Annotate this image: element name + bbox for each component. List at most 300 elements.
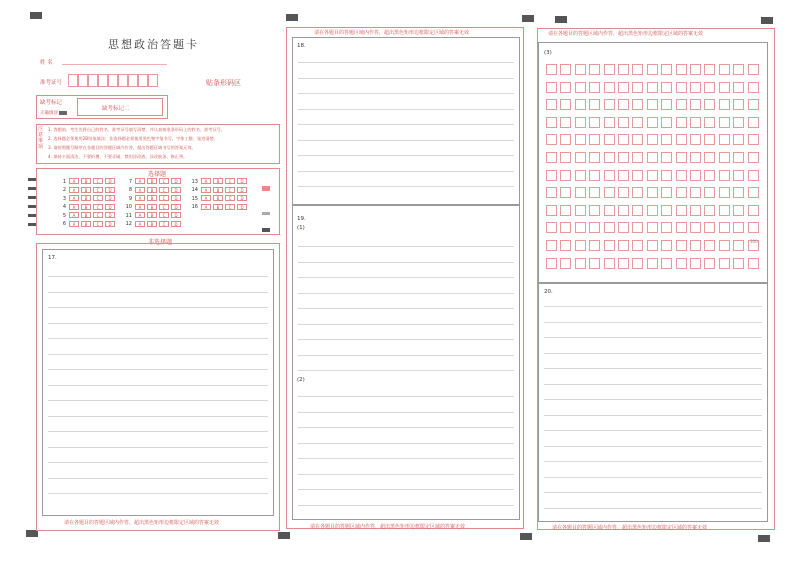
grid-cell[interactable] xyxy=(661,152,672,163)
mc-option-bubble[interactable]: B xyxy=(147,195,157,201)
grid-cell[interactable] xyxy=(733,99,744,110)
exam-no-cell[interactable] xyxy=(78,74,88,87)
mc-row xyxy=(56,221,117,228)
grid-cell[interactable] xyxy=(661,117,672,128)
mc-option-bubble[interactable]: B xyxy=(81,195,91,201)
grid-cell[interactable] xyxy=(676,64,687,75)
grid-cell[interactable] xyxy=(647,117,658,128)
grid-cell[interactable] xyxy=(690,64,701,75)
mc-question-number: 9 xyxy=(128,195,132,202)
grid-cell[interactable] xyxy=(690,134,701,145)
grid-cell[interactable] xyxy=(719,170,730,181)
grid-cell[interactable] xyxy=(704,187,715,198)
answer-line xyxy=(298,324,514,325)
grid-cell[interactable] xyxy=(661,170,672,181)
grid-cell[interactable] xyxy=(632,134,643,145)
mc-option-bubble[interactable]: B xyxy=(147,221,157,227)
grid-cell[interactable] xyxy=(704,134,715,145)
grid-cell[interactable] xyxy=(719,99,730,110)
grid-cell[interactable] xyxy=(618,240,629,251)
grid-cell[interactable] xyxy=(661,82,672,93)
grid-cell[interactable] xyxy=(632,64,643,75)
grid-cell[interactable] xyxy=(632,222,643,233)
grid-cell[interactable] xyxy=(604,187,615,198)
grid-cell[interactable] xyxy=(676,240,687,251)
mc-option-bubble[interactable]: C xyxy=(225,178,235,184)
mc-side-mark xyxy=(262,186,270,191)
mc-option-bubble[interactable]: C xyxy=(93,212,103,218)
mc-option-bubble[interactable]: D xyxy=(105,221,115,227)
grid-cell[interactable] xyxy=(604,64,615,75)
grid-cell[interactable] xyxy=(589,117,600,128)
grid-cell[interactable] xyxy=(733,205,744,216)
grid-cell[interactable] xyxy=(647,222,658,233)
grid-cell[interactable] xyxy=(676,222,687,233)
grid-cell[interactable] xyxy=(690,222,701,233)
nonmc-title: 非选择题 xyxy=(148,239,173,246)
grid-cell[interactable] xyxy=(575,99,586,110)
grid-cell[interactable] xyxy=(719,134,730,145)
grid-cell[interactable] xyxy=(618,258,629,269)
grid-cell[interactable] xyxy=(546,64,557,75)
grid-cell[interactable] xyxy=(589,152,600,163)
grid-cell[interactable] xyxy=(676,205,687,216)
grid-cell[interactable] xyxy=(690,258,701,269)
mc-option-bubble[interactable]: A xyxy=(201,195,211,201)
mc-option-bubble[interactable]: C xyxy=(159,195,169,201)
exam-no-cell[interactable] xyxy=(68,74,78,87)
grid-cell[interactable] xyxy=(632,205,643,216)
mc-option-bubble[interactable]: B xyxy=(81,187,91,193)
grid-cell[interactable] xyxy=(719,117,730,128)
grid-cell[interactable] xyxy=(676,134,687,145)
mc-option-bubble[interactable]: D xyxy=(237,195,247,201)
mc-option-bubble[interactable]: B xyxy=(81,212,91,218)
grid-cell[interactable] xyxy=(733,134,744,145)
grid-cell[interactable] xyxy=(661,99,672,110)
grid-cell[interactable] xyxy=(704,82,715,93)
answer-line xyxy=(544,477,762,478)
registration-mark xyxy=(30,12,42,19)
grid-cell[interactable] xyxy=(575,258,586,269)
grid-cell[interactable] xyxy=(647,152,658,163)
grid-cell[interactable] xyxy=(690,240,701,251)
mc-option-bubble[interactable]: A xyxy=(69,187,79,193)
mc-option-bubble[interactable]: A xyxy=(69,178,79,184)
grid-cell[interactable] xyxy=(604,82,615,93)
mc-option-bubble[interactable]: C xyxy=(159,221,169,227)
mc-option-bubble[interactable]: B xyxy=(147,212,157,218)
grid-cell[interactable] xyxy=(560,117,571,128)
answer-line xyxy=(544,368,762,369)
grid-cell[interactable] xyxy=(589,64,600,75)
grid-cell[interactable] xyxy=(560,222,571,233)
grid-cell[interactable] xyxy=(704,222,715,233)
answer-line xyxy=(544,353,762,354)
mc-option-bubble[interactable]: A xyxy=(69,221,79,227)
grid-cell[interactable] xyxy=(632,187,643,198)
grid-cell[interactable] xyxy=(748,134,759,145)
mc-option-bubble[interactable]: C xyxy=(225,204,235,210)
grid-cell[interactable] xyxy=(748,117,759,128)
grid-cell[interactable] xyxy=(647,134,658,145)
note-item: 1. 答题前，考生先将自己的姓名、准考证号填写清楚，并认真核准条形码上的姓名、准考证号。 xyxy=(48,127,226,132)
mc-option-bubble[interactable]: C xyxy=(93,187,103,193)
exam-no-cell[interactable] xyxy=(108,74,118,87)
grid-cell[interactable] xyxy=(704,99,715,110)
grid-cell[interactable] xyxy=(690,99,701,110)
mc-question-number: 1 xyxy=(62,178,66,185)
grid-cell[interactable] xyxy=(632,117,643,128)
grid-cell[interactable] xyxy=(575,240,586,251)
grid-cell[interactable] xyxy=(560,187,571,198)
grid-cell[interactable] xyxy=(632,99,643,110)
grid-cell[interactable] xyxy=(575,170,586,181)
grid-cell[interactable] xyxy=(632,258,643,269)
registration-mark xyxy=(555,16,567,23)
exam-no-cell[interactable] xyxy=(138,74,148,87)
grid-cell[interactable] xyxy=(733,222,744,233)
mc-option-bubble[interactable]: A xyxy=(201,204,211,210)
q19-part1: (1) xyxy=(297,225,305,231)
answer-line xyxy=(544,337,762,338)
grid-cell[interactable] xyxy=(546,258,557,269)
grid-cell[interactable] xyxy=(733,170,744,181)
mc-option-bubble[interactable]: D xyxy=(105,195,115,201)
grid-cell[interactable] xyxy=(589,187,600,198)
grid-cell[interactable] xyxy=(618,170,629,181)
grid-cell[interactable] xyxy=(719,240,730,251)
grid-cell[interactable] xyxy=(618,82,629,93)
registration-mark xyxy=(522,15,534,22)
mc-option-bubble[interactable]: C xyxy=(93,195,103,201)
grid-cell[interactable] xyxy=(589,82,600,93)
mc-option-bubble[interactable]: B xyxy=(213,195,223,201)
grid-cell[interactable] xyxy=(647,170,658,181)
mc-option-bubble[interactable]: B xyxy=(213,178,223,184)
answer-line xyxy=(48,338,268,339)
grid-cell[interactable] xyxy=(546,82,557,93)
grid-cell[interactable] xyxy=(575,205,586,216)
grid-cell[interactable] xyxy=(589,222,600,233)
grid-cell[interactable] xyxy=(690,117,701,128)
grid-cell[interactable] xyxy=(647,258,658,269)
grid-cell[interactable] xyxy=(618,187,629,198)
grid-cell[interactable] xyxy=(704,64,715,75)
mc-row xyxy=(188,204,249,211)
grid-cell[interactable] xyxy=(604,240,615,251)
grid-cell[interactable] xyxy=(618,134,629,145)
mc-option-bubble[interactable]: D xyxy=(105,187,115,193)
mc-option-bubble[interactable]: C xyxy=(225,195,235,201)
exam-no-cell[interactable] xyxy=(128,74,138,87)
answer-line xyxy=(298,124,514,125)
grid-cell[interactable] xyxy=(560,134,571,145)
mc-option-bubble[interactable]: A xyxy=(135,187,145,193)
grid-cell[interactable] xyxy=(546,240,557,251)
mc-option-bubble[interactable]: D xyxy=(171,204,181,210)
grid-cell[interactable] xyxy=(704,170,715,181)
mc-option-bubble[interactable]: C xyxy=(159,204,169,210)
answer-line xyxy=(298,355,514,356)
answer-line xyxy=(298,489,514,490)
mc-option-bubble[interactable]: D xyxy=(105,204,115,210)
grid-cell[interactable] xyxy=(647,99,658,110)
grid-cell[interactable] xyxy=(748,258,759,269)
grid-cell[interactable] xyxy=(647,82,658,93)
grid-cell[interactable] xyxy=(618,152,629,163)
mc-option-bubble[interactable]: C xyxy=(159,212,169,218)
mc-option-bubble[interactable]: B xyxy=(213,187,223,193)
grid-cell[interactable] xyxy=(690,170,701,181)
grid-cell[interactable] xyxy=(546,134,557,145)
grid-cell[interactable] xyxy=(647,187,658,198)
mc-row xyxy=(56,195,117,202)
grid-cell[interactable] xyxy=(618,99,629,110)
grid-cell[interactable] xyxy=(575,187,586,198)
grid-cell[interactable] xyxy=(632,152,643,163)
grid-cell[interactable] xyxy=(748,222,759,233)
grid-cell[interactable] xyxy=(575,222,586,233)
grid-cell[interactable] xyxy=(575,117,586,128)
name-label: 姓 名 xyxy=(40,60,53,66)
mc-option-bubble[interactable]: D xyxy=(171,195,181,201)
mc-option-bubble[interactable]: D xyxy=(171,221,181,227)
grid-cell[interactable] xyxy=(604,134,615,145)
mc-option-bubble[interactable]: B xyxy=(81,204,91,210)
grid-cell[interactable] xyxy=(719,205,730,216)
mc-option-bubble[interactable]: D xyxy=(105,178,115,184)
grid-cell[interactable] xyxy=(647,64,658,75)
grid-cell[interactable] xyxy=(733,258,744,269)
answer-line xyxy=(298,412,514,413)
grid-cell[interactable] xyxy=(719,64,730,75)
answer-line xyxy=(544,415,762,416)
grid-cell[interactable] xyxy=(704,240,715,251)
grid-cell[interactable] xyxy=(661,205,672,216)
mc-option-bubble[interactable]: D xyxy=(237,178,247,184)
q20-answer-box[interactable] xyxy=(538,283,768,522)
answer-line xyxy=(298,109,514,110)
mc-option-bubble[interactable]: C xyxy=(93,221,103,227)
top-warning: 请在各题目的答题区域内作答，超出黑色矩形边框限定区域的答案无效 xyxy=(548,31,704,37)
q18-number: 18. xyxy=(297,43,306,49)
grid-cell[interactable] xyxy=(719,222,730,233)
grid-cell[interactable] xyxy=(575,152,586,163)
bottom-warning: 请在各题目的答题区域内作答，超出黑色矩形边框限定区域的答案无效 xyxy=(552,525,708,531)
mc-row xyxy=(56,187,117,194)
grid-cell[interactable] xyxy=(604,170,615,181)
mc-option-bubble[interactable]: B xyxy=(147,187,157,193)
grid-cell[interactable] xyxy=(632,82,643,93)
grid-cell[interactable] xyxy=(676,82,687,93)
grid-cell[interactable] xyxy=(604,152,615,163)
grid-cell[interactable] xyxy=(690,205,701,216)
mc-option-bubble[interactable]: A xyxy=(135,212,145,218)
grid-cell[interactable] xyxy=(676,99,687,110)
grid-cell[interactable] xyxy=(618,205,629,216)
answer-line xyxy=(48,447,268,448)
grid-cell[interactable] xyxy=(546,222,557,233)
exam-no-cell[interactable] xyxy=(148,74,158,87)
mc-option-bubble[interactable]: C xyxy=(159,187,169,193)
grid-cell[interactable] xyxy=(748,205,759,216)
mc-option-bubble[interactable]: A xyxy=(135,221,145,227)
grid-cell[interactable] xyxy=(546,117,557,128)
mc-option-bubble[interactable]: A xyxy=(201,187,211,193)
grid-cell[interactable] xyxy=(733,152,744,163)
mc-option-bubble[interactable]: B xyxy=(81,178,91,184)
grid-cell[interactable] xyxy=(748,64,759,75)
note-item: 2. 选择题必须使用2B铅笔填涂；非选择题必须使用黑色签字笔书写，字体工整、笔迹清楚。 xyxy=(48,136,218,141)
mc-option-bubble[interactable]: A xyxy=(69,195,79,201)
status-label: 缺考标记 xyxy=(40,100,63,106)
answer-line xyxy=(298,155,514,156)
grid-cell[interactable] xyxy=(546,205,557,216)
grid-cell[interactable] xyxy=(719,258,730,269)
grid-cell[interactable] xyxy=(575,64,586,75)
grid-cell[interactable] xyxy=(661,258,672,269)
grid-cell[interactable] xyxy=(546,170,557,181)
grid-cell[interactable] xyxy=(632,170,643,181)
grid-cell[interactable] xyxy=(560,170,571,181)
mc-option-bubble[interactable]: D xyxy=(171,178,181,184)
grid-cell[interactable] xyxy=(604,99,615,110)
grid-cell[interactable] xyxy=(690,152,701,163)
q19-part2: (2) xyxy=(297,377,305,383)
mc-question-number: 4 xyxy=(62,204,66,210)
mc-option-bubble[interactable]: A xyxy=(135,178,145,184)
grid-cell[interactable] xyxy=(733,64,744,75)
grid-cell[interactable] xyxy=(618,117,629,128)
grid-cell[interactable] xyxy=(560,152,571,163)
grid-cell[interactable] xyxy=(604,117,615,128)
grid-cell[interactable] xyxy=(676,187,687,198)
grid-cell[interactable] xyxy=(604,258,615,269)
answer-line xyxy=(298,505,514,506)
grid-cell[interactable] xyxy=(704,258,715,269)
grid-cell[interactable] xyxy=(618,64,629,75)
grid-cell[interactable] xyxy=(733,240,744,251)
mc-question-number: 10 xyxy=(125,204,132,210)
grid-cell[interactable] xyxy=(748,187,759,198)
grid-cell[interactable] xyxy=(676,152,687,163)
mc-option-bubble[interactable]: D xyxy=(237,187,247,193)
mc-option-bubble[interactable]: B xyxy=(147,204,157,210)
mc-option-bubble[interactable]: A xyxy=(201,178,211,184)
grid-cell[interactable] xyxy=(560,82,571,93)
mc-option-bubble[interactable]: D xyxy=(171,187,181,193)
grid-cell[interactable] xyxy=(719,187,730,198)
mc-option-bubble[interactable]: C xyxy=(159,178,169,184)
answer-line xyxy=(298,474,514,475)
grid-cell[interactable] xyxy=(546,187,557,198)
answer-line xyxy=(544,306,762,307)
grid-cell[interactable] xyxy=(589,170,600,181)
grid-cell[interactable] xyxy=(560,205,571,216)
grid-cell[interactable] xyxy=(575,134,586,145)
exam-no-cell[interactable] xyxy=(118,74,128,87)
exam-no-cell[interactable] xyxy=(98,74,108,87)
grid-cell[interactable] xyxy=(560,258,571,269)
grid-cell[interactable] xyxy=(618,222,629,233)
grid-cell[interactable] xyxy=(733,117,744,128)
mc-option-bubble[interactable]: C xyxy=(93,178,103,184)
grid-cell[interactable] xyxy=(560,240,571,251)
grid-cell[interactable] xyxy=(661,134,672,145)
grid-cell[interactable] xyxy=(719,82,730,93)
grid-cell[interactable] xyxy=(748,82,759,93)
status-sub: 正确填涂 xyxy=(40,111,58,116)
grid-cell[interactable] xyxy=(748,170,759,181)
mc-option-bubble[interactable]: A xyxy=(135,204,145,210)
grid-cell[interactable] xyxy=(748,99,759,110)
grid-cell[interactable] xyxy=(604,205,615,216)
exam-no-cell[interactable] xyxy=(88,74,98,87)
grid-cell[interactable] xyxy=(661,64,672,75)
grid-cell[interactable] xyxy=(647,240,658,251)
answer-line xyxy=(298,293,514,294)
grid-cell[interactable] xyxy=(733,187,744,198)
answer-line xyxy=(544,322,762,323)
grid-cell[interactable] xyxy=(733,82,744,93)
mc-option-bubble[interactable]: C xyxy=(225,187,235,193)
grid-cell[interactable] xyxy=(560,64,571,75)
grid-count: 300 xyxy=(750,239,758,244)
grid-cell[interactable] xyxy=(719,152,730,163)
mc-option-bubble[interactable]: B xyxy=(81,221,91,227)
grid-cell[interactable] xyxy=(546,152,557,163)
mc-option-bubble[interactable]: A xyxy=(135,195,145,201)
grid-cell[interactable] xyxy=(690,82,701,93)
mc-option-bubble[interactable]: D xyxy=(105,212,115,218)
grid-cell[interactable] xyxy=(661,240,672,251)
mc-option-bubble[interactable]: A xyxy=(69,204,79,210)
grid-cell[interactable] xyxy=(676,170,687,181)
mc-option-bubble[interactable]: C xyxy=(93,204,103,210)
mc-option-bubble[interactable]: D xyxy=(171,212,181,218)
grid-cell[interactable] xyxy=(704,152,715,163)
mc-row xyxy=(56,212,117,219)
mc-option-bubble[interactable]: B xyxy=(147,178,157,184)
grid-cell[interactable] xyxy=(604,222,615,233)
mc-option-bubble[interactable]: D xyxy=(237,204,247,210)
grid-cell[interactable] xyxy=(676,117,687,128)
grid-cell[interactable] xyxy=(748,152,759,163)
grid-cell[interactable] xyxy=(647,205,658,216)
grid-cell[interactable] xyxy=(589,240,600,251)
answer-line xyxy=(298,246,514,247)
mc-option-bubble[interactable]: A xyxy=(69,212,79,218)
grid-cell[interactable] xyxy=(704,205,715,216)
grid-cell[interactable] xyxy=(704,117,715,128)
mc-row xyxy=(122,195,183,202)
q17-answer-box[interactable] xyxy=(42,249,274,516)
grid-cell[interactable] xyxy=(560,99,571,110)
grid-cell[interactable] xyxy=(661,187,672,198)
grid-cell[interactable] xyxy=(676,258,687,269)
grid-cell[interactable] xyxy=(589,134,600,145)
mc-option-bubble[interactable]: B xyxy=(213,204,223,210)
grid-cell[interactable] xyxy=(589,205,600,216)
grid-cell[interactable] xyxy=(661,222,672,233)
grid-cell[interactable] xyxy=(589,258,600,269)
grid-cell[interactable] xyxy=(690,187,701,198)
grid-cell[interactable] xyxy=(632,240,643,251)
grid-cell[interactable] xyxy=(589,99,600,110)
grid-cell[interactable] xyxy=(546,99,557,110)
grid-cell[interactable] xyxy=(575,82,586,93)
